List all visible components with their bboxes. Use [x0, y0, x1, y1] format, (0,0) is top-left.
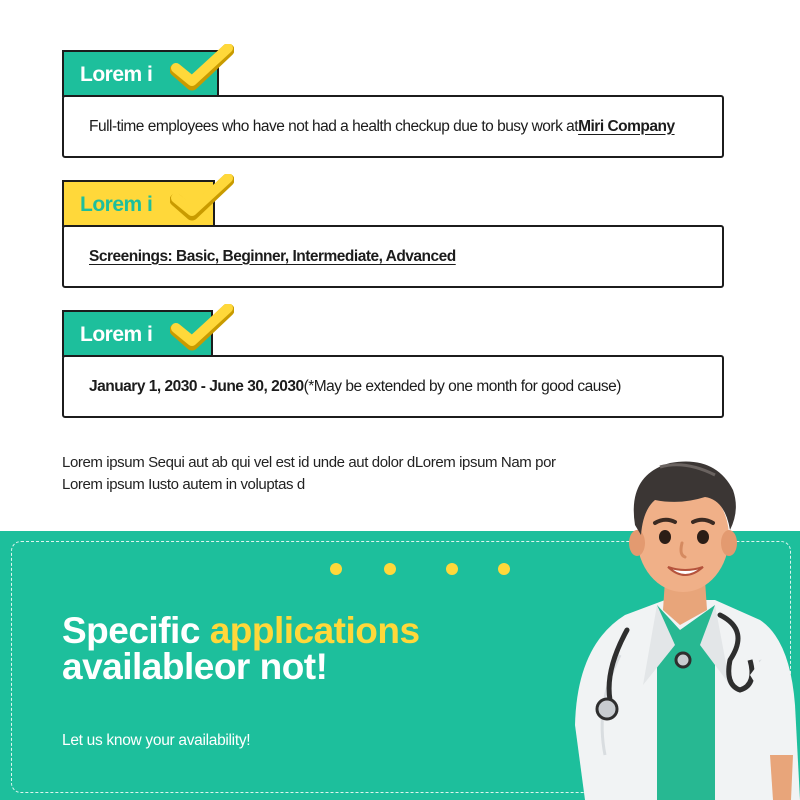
- decorative-dots: [330, 563, 520, 575]
- dot-icon: [446, 563, 458, 575]
- card-content-1: [62, 95, 724, 158]
- note-line-2: Lorem ipsum Iusto autem in voluptas d: [62, 476, 305, 493]
- dot-icon: [330, 563, 342, 575]
- checkmark-icon: [170, 304, 234, 356]
- screenings-text: Screenings: Basic, Beginner, Intermediate, Advanced: [89, 247, 456, 265]
- headline-highlight: applications: [209, 610, 420, 651]
- checkmark-icon: [170, 44, 234, 96]
- doctor-illustration: [565, 455, 800, 800]
- date-note: (*May be extended by one month for good cause): [303, 377, 621, 395]
- card-tab-label: Lorem i: [80, 322, 153, 346]
- banner-headline: [62, 610, 582, 687]
- card-text: Full-time employees who have not had a health checkup due to busy work at: [89, 117, 579, 135]
- card-content-2: [62, 225, 724, 288]
- dot-icon: [384, 563, 396, 575]
- headline-start: Specific: [62, 610, 210, 651]
- card-tab-label: Lorem i: [80, 192, 153, 216]
- dot-icon: [498, 563, 510, 575]
- card-tab-label: Lorem i: [80, 62, 153, 86]
- company-name: Miri Company: [578, 117, 675, 135]
- note-paragraph: [62, 452, 622, 496]
- card-content-3: [62, 355, 724, 418]
- headline-line-2: availableor not!: [62, 646, 328, 687]
- note-line-1: Lorem ipsum Sequi aut ab qui vel est id unde aut dolor dLorem ipsum Nam por: [62, 454, 556, 471]
- date-range: January 1, 2030 - June 30, 2030: [89, 377, 304, 395]
- availability-link[interactable]: Let us know your availability!: [62, 732, 251, 749]
- checkmark-icon: [170, 174, 234, 226]
